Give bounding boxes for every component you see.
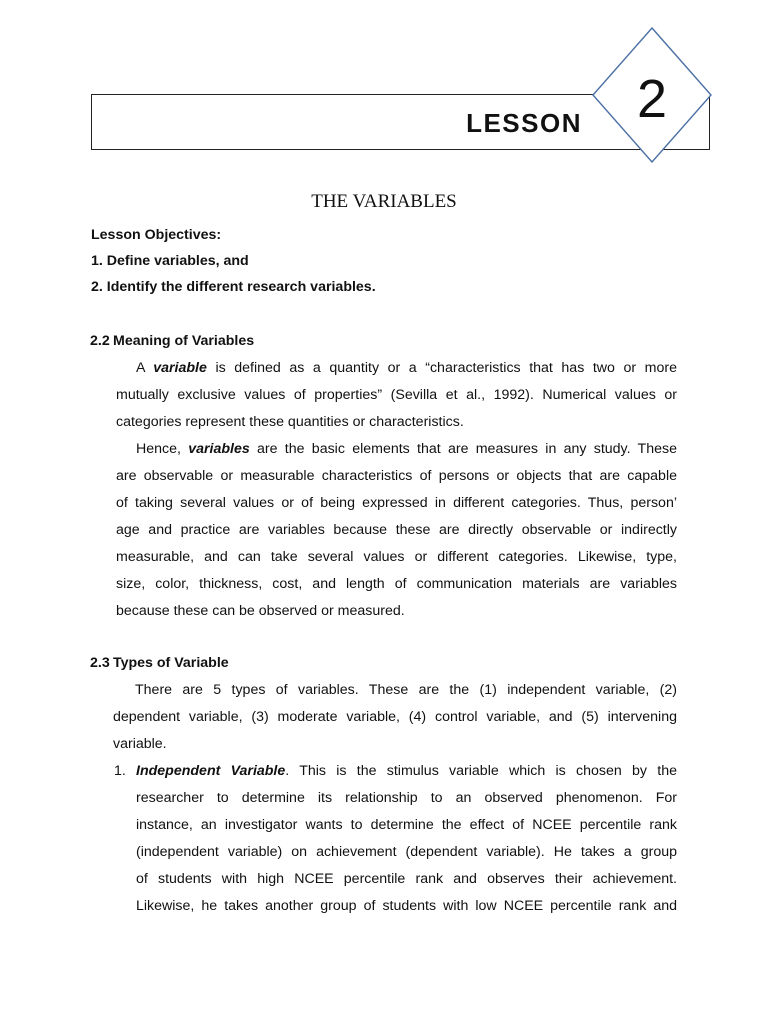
text-span: is defined as a quantity or a “characteristics that has two or more: [206, 360, 677, 376]
lesson-number: 2: [636, 69, 668, 129]
paragraph-line: There are 5 types of variables. These are the (1) independent variable, (2): [135, 682, 677, 698]
paragraph-line: measurable, and can take several values or different categories. Likewise, type,: [116, 549, 677, 565]
list-item-line: instance, an investigator wants to determine the effect of NCEE percentile rank: [136, 817, 677, 833]
text-span: A: [136, 360, 154, 376]
page-title: THE VARIABLES: [311, 191, 457, 212]
paragraph-line: mutually exclusive values of properties” (Sevilla et al., 1992). Numerical values or: [116, 387, 677, 403]
section-heading-2-2: [90, 332, 254, 350]
objectives-heading: Lesson Objectives:: [91, 227, 222, 243]
section-title: Meaning of Variables: [113, 333, 255, 349]
paragraph-line: because these can be observed or measured.: [116, 603, 405, 619]
text-span: Hence,: [136, 441, 189, 457]
list-item-line: of students with high NCEE percentile rank and observes their achievement.: [136, 871, 677, 887]
objective-item-1: 1. Define variables, and: [91, 253, 249, 269]
objective-item-2: 2. Identify the different research variables.: [91, 279, 376, 295]
text-span: . This is the stimulus variable which is chosen by the: [285, 763, 677, 779]
paragraph-line: age and practice are variables because these are directly observable or indirectly: [116, 522, 677, 538]
paragraph-line: of taking several values or of being expressed in different categories. Thus, person’: [116, 495, 677, 511]
section-heading-2-3: [90, 654, 229, 672]
paragraph-line: dependent variable, (3) moderate variable, (4) control variable, and (5) intervening: [113, 709, 677, 725]
list-item-line: (independent variable) on achievement (dependent variable). He takes a group: [136, 844, 677, 860]
text-span: are the basic elements that are measures in any study. These: [249, 441, 677, 457]
list-marker: 1.: [114, 763, 126, 779]
term-variable: variable: [153, 360, 207, 376]
paragraph-line: are observable or measurable characteristics of persons or objects that are capable: [116, 468, 677, 484]
term-variables: variables: [188, 441, 250, 457]
paragraph-line: [116, 440, 677, 458]
paragraph-line: [116, 359, 677, 377]
lesson-label: LESSON: [466, 108, 582, 138]
section-title: Types of Variable: [113, 655, 229, 671]
list-item-line: Likewise, he takes another group of students with low NCEE percentile rank and: [136, 898, 677, 914]
list-item-line: [136, 762, 677, 780]
list-item-line: researcher to determine its relationship to an observed phenomenon. For: [136, 790, 677, 806]
term-independent-variable: Independent Variable: [136, 763, 286, 779]
paragraph-line: size, color, thickness, cost, and length of communication materials are variables: [116, 576, 677, 592]
section-number: 2.3: [90, 655, 110, 671]
section-number: 2.2: [90, 333, 110, 349]
paragraph-line: variable.: [113, 736, 167, 752]
paragraph-line: categories represent these quantities or characteristics.: [116, 414, 464, 430]
